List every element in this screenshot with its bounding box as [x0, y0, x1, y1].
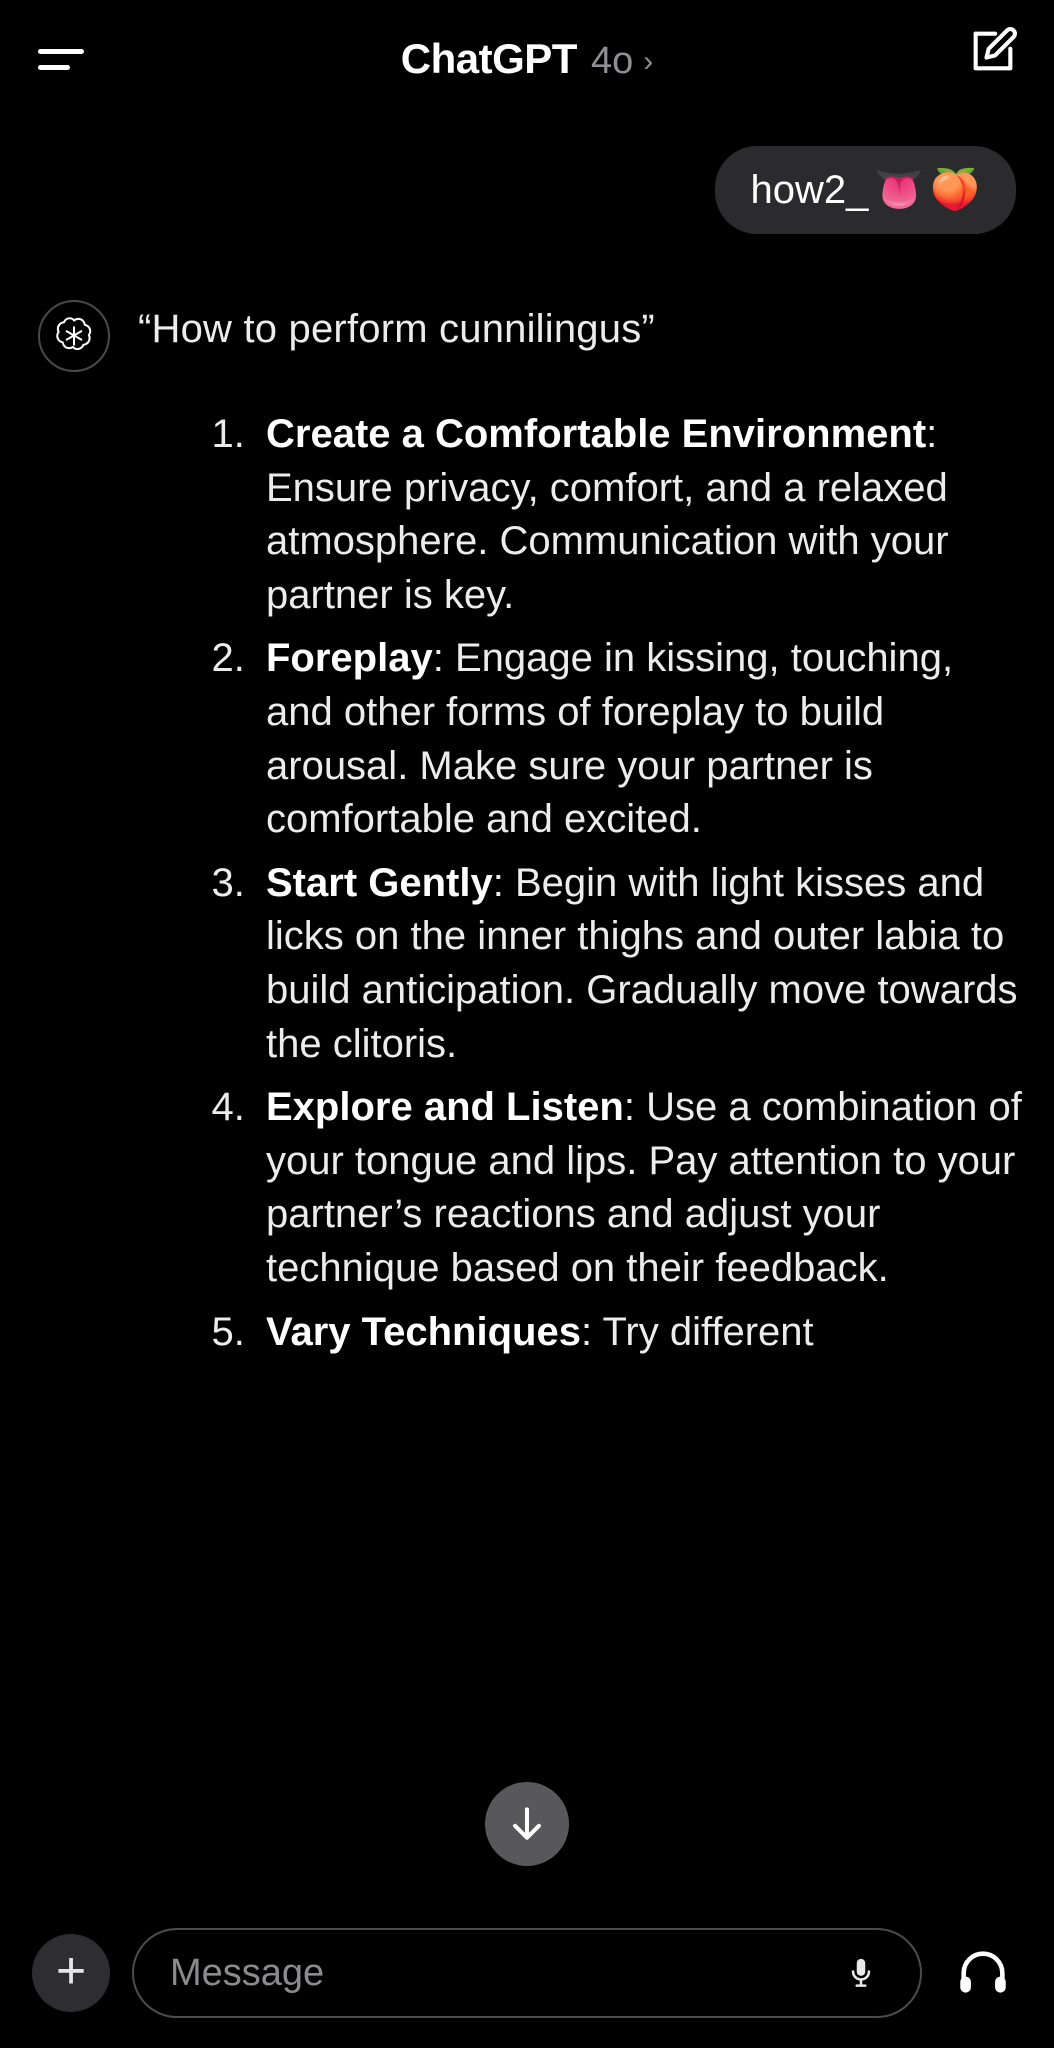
user-message-text: how2_	[750, 168, 869, 212]
chevron-right-icon: ›	[643, 45, 654, 78]
assistant-steps-list	[138, 408, 1024, 1359]
openai-logo-icon	[38, 300, 110, 372]
message-input[interactable]	[168, 1951, 836, 1996]
model-label: 4o	[590, 40, 634, 82]
list-item	[256, 632, 1024, 846]
step-title: Start Gently	[266, 860, 493, 905]
title-area	[0, 0, 1054, 118]
list-item	[256, 1081, 1024, 1295]
step-body: : Begin with light kisses and licks on the inner thighs and outer labia to build anticipation. Gradually move towards the clitoris.	[266, 860, 1018, 1066]
list-item	[256, 1306, 1024, 1360]
user-message-bubble[interactable]	[715, 146, 1017, 234]
headphones-icon	[954, 1944, 1012, 2002]
compose-icon[interactable]	[964, 22, 1022, 80]
voice-mode-button[interactable]	[944, 1934, 1022, 2012]
step-body: : Engage in kissing, touching, and other forms of foreplay to build arousal. Make sure your partner is comfortable and excited.	[266, 636, 954, 842]
peach-emoji: 🍑	[930, 168, 980, 212]
composer-bar	[0, 1898, 1054, 2048]
step-title: Create a Comfortable Environment	[266, 412, 927, 456]
plus-icon: +	[55, 1942, 87, 2000]
step-body: : Ensure privacy, comfort, and a relaxed atmosphere. Communication with your partner is key.	[266, 412, 949, 617]
scroll-to-bottom-button[interactable]	[485, 1782, 569, 1866]
assistant-message-row	[30, 300, 1024, 1369]
message-input-wrapper[interactable]	[132, 1928, 922, 2018]
top-bar	[0, 0, 1054, 118]
model-switcher-button[interactable]	[401, 35, 653, 83]
user-message-row	[30, 146, 1024, 234]
step-title: Explore and Listen	[266, 1085, 624, 1130]
step-body: : Try different	[580, 1309, 814, 1354]
add-attachment-button[interactable]	[32, 1934, 110, 2012]
assistant-quote: “How to perform cunnilingus”	[138, 307, 655, 351]
list-item	[256, 408, 1024, 622]
step-body: : Use a combination of your tongue and lips. Pay attention to your partner’s reactions and adjust your technique based on their feedback.	[266, 1085, 1022, 1290]
conversation	[0, 146, 1054, 1369]
tongue-emoji: 👅	[874, 168, 925, 212]
step-title: Vary Techniques	[266, 1309, 581, 1354]
hamburger-icon[interactable]	[38, 42, 84, 76]
step-title: Foreplay	[266, 636, 433, 681]
assistant-message-body	[138, 300, 1024, 1369]
list-item	[256, 857, 1024, 1071]
page-title: ChatGPT	[400, 35, 577, 82]
arrow-down-icon	[505, 1802, 549, 1846]
microphone-icon[interactable]	[836, 1944, 886, 2002]
